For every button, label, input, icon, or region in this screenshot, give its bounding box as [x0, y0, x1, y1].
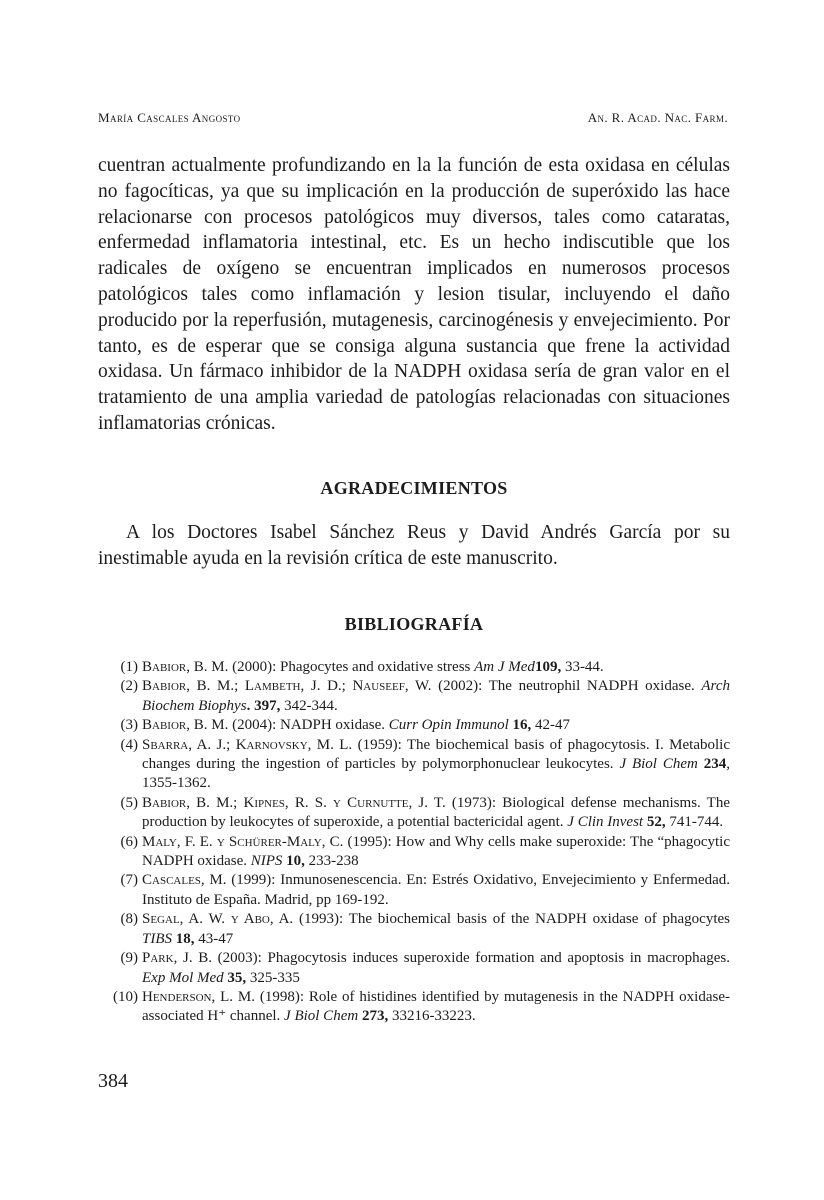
reference-item: [98, 677, 730, 716]
reference-journal: Am J Med: [474, 659, 535, 675]
reference-text: [142, 988, 730, 1027]
reference-authors: Babior, B. M.: [142, 717, 229, 734]
reference-journal: TIBS: [142, 930, 172, 947]
reference-authors: Sbarra, A. J.; Karnovsky, M. L.: [142, 736, 353, 753]
reference-item: [98, 716, 730, 735]
body-paragraph-text: cuentran actualmente profundizando en la la función de esta oxidasa en células no fagocíticas, ya que su implicación en la producción de superóxido las hace relacionarse con procesos patológicos muy diversos, tales como cataratas, enfermedad inflamatoria intestinal, etc. Es un hecho indiscutible que los radicales de oxígeno se encuentran implicados en numerosos procesos patológicos tales como inflamación y lesion tisular, incluyendo el daño producido por la reperfusión, mutagenesis, carcinogénesis y envejecimiento. Por tanto, es de esperar que se consiga alguna sustancia que frene la actividad oxidasa. Un fármaco inhibidor de la NADPH oxidasa sería de gran valor en el tratamiento de una amplia variedad de patologías relacionadas con situaciones inflamatorias crónicas.: [98, 155, 730, 434]
reference-volume: . 397,: [246, 697, 281, 714]
reference-volume: 109,: [534, 659, 562, 675]
reference-pages: 741-744.: [665, 814, 724, 831]
reference-volume: 10,: [282, 853, 305, 870]
reference-journal: Arch Biochem Biophys: [142, 678, 730, 714]
reference-authors: Cascales, M.: [142, 872, 227, 889]
acknowledgements-heading: AGRADECIMIENTOS: [320, 478, 508, 498]
reference-item: [98, 910, 730, 949]
acknowledgements-text: A los Doctores Isabel Sánchez Reus y David Andrés García por su inestimable ayuda en la revisión crítica de este manuscrito.: [98, 522, 730, 569]
reference-journal: Exp Mol Med: [142, 969, 224, 986]
reference-pages: 342-344.: [280, 697, 338, 714]
reference-volume: 18,: [172, 930, 195, 947]
reference-text: [142, 871, 730, 910]
reference-details: (1999): Inmunosenescencia. En: Estrés Oxidativo, Envejecimiento y Enfermedad. Instituto de España. Madrid, pp 169-192.: [142, 872, 731, 908]
reference-text: [142, 794, 730, 833]
reference-pages: 43-47: [194, 930, 234, 947]
reference-text: [142, 677, 730, 716]
bibliography-heading: BIBLIOGRAFÍA: [344, 614, 484, 634]
running-head-journal: An. R. Acad. Nac. Farm.: [587, 110, 728, 125]
reference-item: [98, 949, 730, 988]
body-paragraph: [98, 153, 730, 437]
reference-journal: NIPS: [250, 853, 283, 870]
reference-details: (1973): Biological defense mechanisms. The production by leukocytes of superoxide, a potential bactericidal agent.: [142, 794, 731, 831]
reference-journal: Curr Opin Immunol: [388, 717, 509, 734]
reference-number: (3): [120, 717, 138, 734]
reference-authors: Park, J. B.: [142, 950, 212, 967]
acknowledgements-paragraph: [98, 520, 730, 572]
reference-volume: 52,: [643, 814, 666, 831]
reference-text: [142, 833, 730, 872]
reference-number: (6): [120, 833, 138, 850]
reference-details: (2003): Phagocytosis induces superoxide formation and apoptosis in macrophages.: [212, 950, 730, 967]
reference-volume: 234: [697, 756, 727, 773]
reference-details: (1959): The biochemical basis of phagocytosis. I. Metabolic changes during the ingestion of particles by polymorphonuclear leukocytes.: [142, 736, 730, 773]
reference-text: [142, 949, 730, 988]
reference-list: [98, 658, 730, 1027]
reference-number: (8): [120, 911, 138, 928]
reference-volume: 273,: [358, 1008, 389, 1025]
reference-item: [98, 871, 730, 910]
reference-number: (1): [120, 659, 138, 675]
reference-item: [98, 658, 730, 677]
reference-text: [142, 736, 730, 794]
reference-authors: Babior, B. M.: [142, 659, 229, 675]
reference-pages: 233-238: [304, 853, 359, 870]
reference-item: [98, 988, 730, 1027]
reference-journal: J Clin Invest: [567, 814, 644, 831]
page-number: 384: [98, 1070, 128, 1092]
reference-text: [142, 910, 730, 949]
reference-pages: , 1355-1362.: [142, 756, 730, 792]
reference-number: (2): [120, 678, 138, 695]
reference-volume: 35,: [223, 969, 247, 986]
reference-number: (7): [120, 872, 138, 889]
reference-volume: 16,: [508, 717, 532, 734]
reference-journal: J Biol Chem: [284, 1008, 359, 1025]
reference-number: (4): [120, 736, 138, 753]
reference-details: (2002): The neutrophil NADPH oxidase.: [431, 678, 702, 695]
reference-authors: Henderson, L. M.: [142, 988, 255, 1005]
reference-number: (5): [120, 794, 138, 811]
running-head: [98, 110, 728, 130]
reference-number: (10): [113, 988, 138, 1005]
reference-authors: Segal, A. W. y Abo, A.: [142, 911, 294, 928]
reference-details: (1993): The biochemical basis of the NADPH oxidase of phagocytes: [293, 911, 731, 928]
reference-item: [98, 833, 730, 872]
reference-item: [98, 736, 730, 794]
reference-details: (2000): Phagocytes and oxidative stress: [228, 659, 475, 675]
reference-text: [142, 658, 730, 677]
reference-number: (9): [120, 950, 138, 967]
reference-pages: 33216-33223.: [388, 1008, 476, 1025]
reference-pages: 33-44.: [561, 659, 604, 675]
reference-details: (1998): Role of histidines identified by mutagenesis in the NADPH oxidase-associated H⁺ channel.: [142, 988, 730, 1025]
reference-authors: Maly, F. E. y Schürer-Maly, C.: [142, 833, 344, 850]
reference-details: (1995): How and Why cells make superoxide: The “phagocytic NADPH oxidase.: [142, 833, 730, 870]
reference-item: [98, 794, 730, 833]
reference-text: [142, 716, 730, 735]
reference-authors: Babior, B. M.; Lambeth, J. D.; Nauseef, W.: [142, 678, 432, 695]
running-head-author: María Cascales Angosto: [98, 110, 241, 125]
reference-pages: 325-335: [246, 969, 300, 986]
reference-authors: Babior, B. M.; Kipnes, R. S. y Curnutte, J. T.: [142, 794, 446, 811]
reference-pages: 42-47: [531, 717, 570, 734]
reference-journal: J Biol Chem: [619, 756, 698, 773]
reference-details: (2004): NADPH oxidase.: [228, 717, 389, 734]
